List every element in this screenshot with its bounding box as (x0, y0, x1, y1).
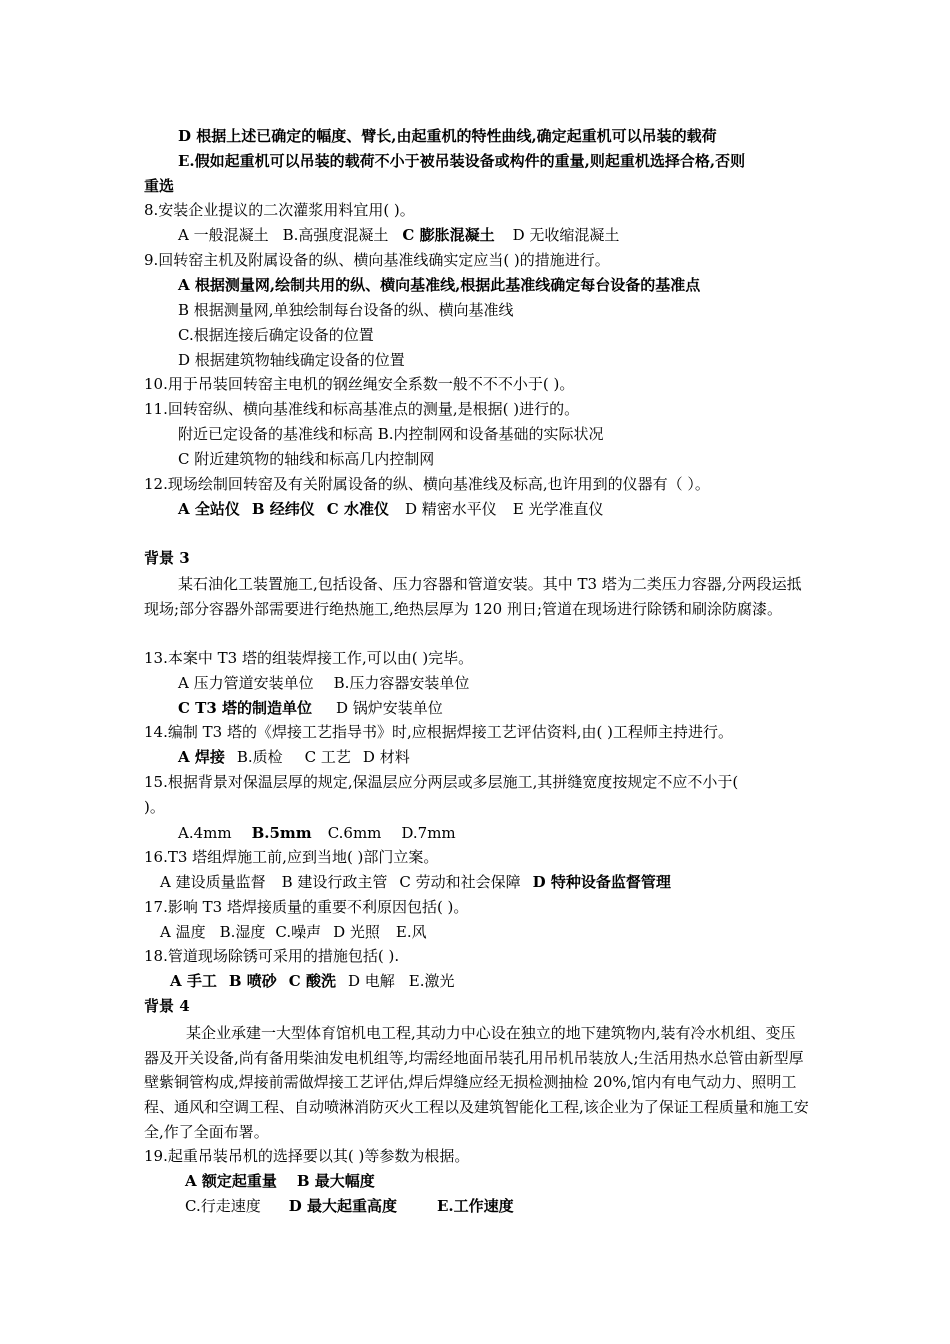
option: D 光照 (333, 923, 380, 941)
option: C 附近建筑物的轴线和标高几内控制网 (178, 450, 435, 468)
option: B 建设行政主管 (281, 873, 388, 891)
option: C 劳动和社会保障 (399, 873, 521, 891)
option-answer: A 手工 (170, 972, 217, 990)
option: C 工艺 (304, 748, 351, 766)
option: B 根据测量网,单独绘制每台设备的纵、横向基准线 (178, 301, 514, 319)
question-12: 12.现场绘制回转窑及有关附属设备的纵、横向基准线及标高,也许用到的仪器有（ ）。 (144, 475, 710, 493)
option-answer: C 膨胀混凝土 (402, 226, 495, 244)
section-heading: 背景 3 (144, 549, 190, 567)
question-8: 8.安装企业提议的二次灌浆用料宜用( )。 (144, 201, 415, 219)
option-answer: C T3 塔的制造单位 (178, 699, 312, 717)
option-answer: B 喷砂 (228, 972, 277, 990)
question-17-options (160, 922, 830, 942)
question-16: 16.T3 塔组焊施工前,应到当地( )部门立案。 (144, 848, 439, 866)
option-answer: A 全站仪 (178, 500, 240, 518)
option: A 压力管道安装单位 (178, 674, 314, 692)
question-19: 19.起重吊装吊机的选择要以其( )等参数为根据。 (144, 1147, 470, 1165)
question-15: 15.根据背景对保温层厚的规定,保温层应分两层或多层施工,其拼缝宽度按规定不应不小于( (144, 773, 739, 791)
option-answer: C 水准仪 (326, 500, 389, 518)
option-answer: D 特种设备监督管理 (532, 873, 671, 891)
option: A.4mm (178, 824, 232, 842)
background-paragraph: 某石油化工装置施工,包括设备、压力容器和管道安装。其中 T3 塔为二类压力容器,分两段运抵现场;部分容器外部需要进行绝热施工,绝热层厚为 120 刑日;管道在现场进行除锈和刷涂防腐漆。 (144, 575, 802, 618)
option: E.风 (395, 923, 427, 941)
question-17: 17.影响 T3 塔焊接质量的重要不利原因包括( )。 (144, 898, 469, 916)
option: D 精密水平仪 (404, 500, 497, 518)
option-answer: A 焊接 (178, 748, 225, 766)
question-11: 11.回转窑纵、横向基准线和标高基准点的测量,是根据( )进行的。 (144, 400, 580, 418)
question-12-options (178, 499, 848, 519)
option: C.根据连接后确定设备的位置 (178, 326, 374, 344)
option: D 无收缩混凝土 (512, 226, 620, 244)
question-15-options (178, 823, 848, 843)
option-answer: D 最大起重高度 (288, 1197, 397, 1215)
background-paragraph: 某企业承建一大型体育馆机电工程,其动力中心设在独立的地下建筑物内,装有冷水机组、变压器及开关设备,尚有备用柴油发电机组等,均需经地面吊装孔用吊机吊装放人;生活用热水总管由新型厚壁紫铜管构成,焊接前需做焊接工艺评估,焊后焊缝应经无损检测抽检 20%,馆内有电气动力、照明工程、通风和空调工程、自动喷淋消防灭火工程以及建筑智能化工程,该企业为了保证工程质量和施工安全,作了全面布署。 (144, 1024, 809, 1141)
option-answer: B 经纬仪 (251, 500, 315, 518)
option: C.6mm (327, 824, 382, 842)
question-18-options (170, 971, 840, 991)
option: D 电解 (347, 972, 395, 990)
question-10: 10.用于吊装回转窑主电机的钢丝绳安全系数一般不不不小于( )。 (144, 375, 575, 393)
section-heading: 背景 4 (144, 997, 190, 1015)
option: B.压力容器安装单位 (333, 674, 470, 692)
option: B.质检 (236, 748, 283, 766)
question-13: 13.本案中 T3 塔的组装焊接工作,可以由( )完毕。 (144, 649, 474, 667)
question-8-options (178, 225, 848, 245)
option-answer: C 酸洗 (288, 972, 336, 990)
option-answer: A 额定起重量 (185, 1172, 277, 1190)
option-answer: B 最大幅度 (296, 1172, 375, 1190)
option: B.高强度混凝土 (282, 226, 389, 244)
option: D 根据建筑物轴线确定设备的位置 (178, 351, 405, 369)
option: C.噪声 (275, 923, 322, 941)
question-16-options (160, 872, 830, 892)
option: D 锅炉安装单位 (335, 699, 443, 717)
option: A 温度 (160, 923, 206, 941)
option-answer: E.工作速度 (436, 1197, 514, 1215)
question-15-cont: )。 (144, 798, 165, 816)
option: E.激光 (408, 972, 455, 990)
option: D.7mm (401, 824, 456, 842)
option-line: D 根据上述已确定的幅度、臂长,由起重机的特性曲线,确定起重机可以吊装的载荷 (178, 127, 717, 145)
option-line: 重选 (144, 177, 175, 195)
question-14-options (178, 747, 848, 767)
question-9: 9.回转窑主机及附属设备的纵、横向基准线确实定应当( )的措施进行。 (144, 251, 610, 269)
question-18: 18.管道现场除锈可采用的措施包括( ). (144, 947, 400, 965)
question-19-options (185, 1196, 855, 1216)
question-19-options (185, 1171, 855, 1191)
question-13-options (178, 673, 848, 693)
option: C.行走速度 (185, 1197, 261, 1215)
question-13-options (178, 698, 848, 718)
question-14: 14.编制 T3 塔的《焊接工艺指导书》时,应根据焊接工艺评估资料,由( )工程师主持进行。 (144, 723, 733, 741)
option: E 光学准直仪 (512, 500, 604, 518)
option: 附近已定设备的基准线和标高 B.内控制网和设备基础的实际状况 (178, 425, 604, 443)
option-answer: B.5mm (251, 824, 312, 842)
option-line: E.假如起重机可以吊装的载荷不小于被吊装设备或构件的重量,则起重机选择合格,否则 (178, 152, 746, 170)
option-answer: A 根据测量网,绘制共用的纵、横向基准线,根据此基准线确定每台设备的基准点 (178, 276, 701, 294)
option: D 材料 (362, 748, 410, 766)
option: B.湿度 (219, 923, 266, 941)
option: A 建设质量监督 (160, 873, 266, 891)
option: A 一般混凝土 (178, 226, 269, 244)
